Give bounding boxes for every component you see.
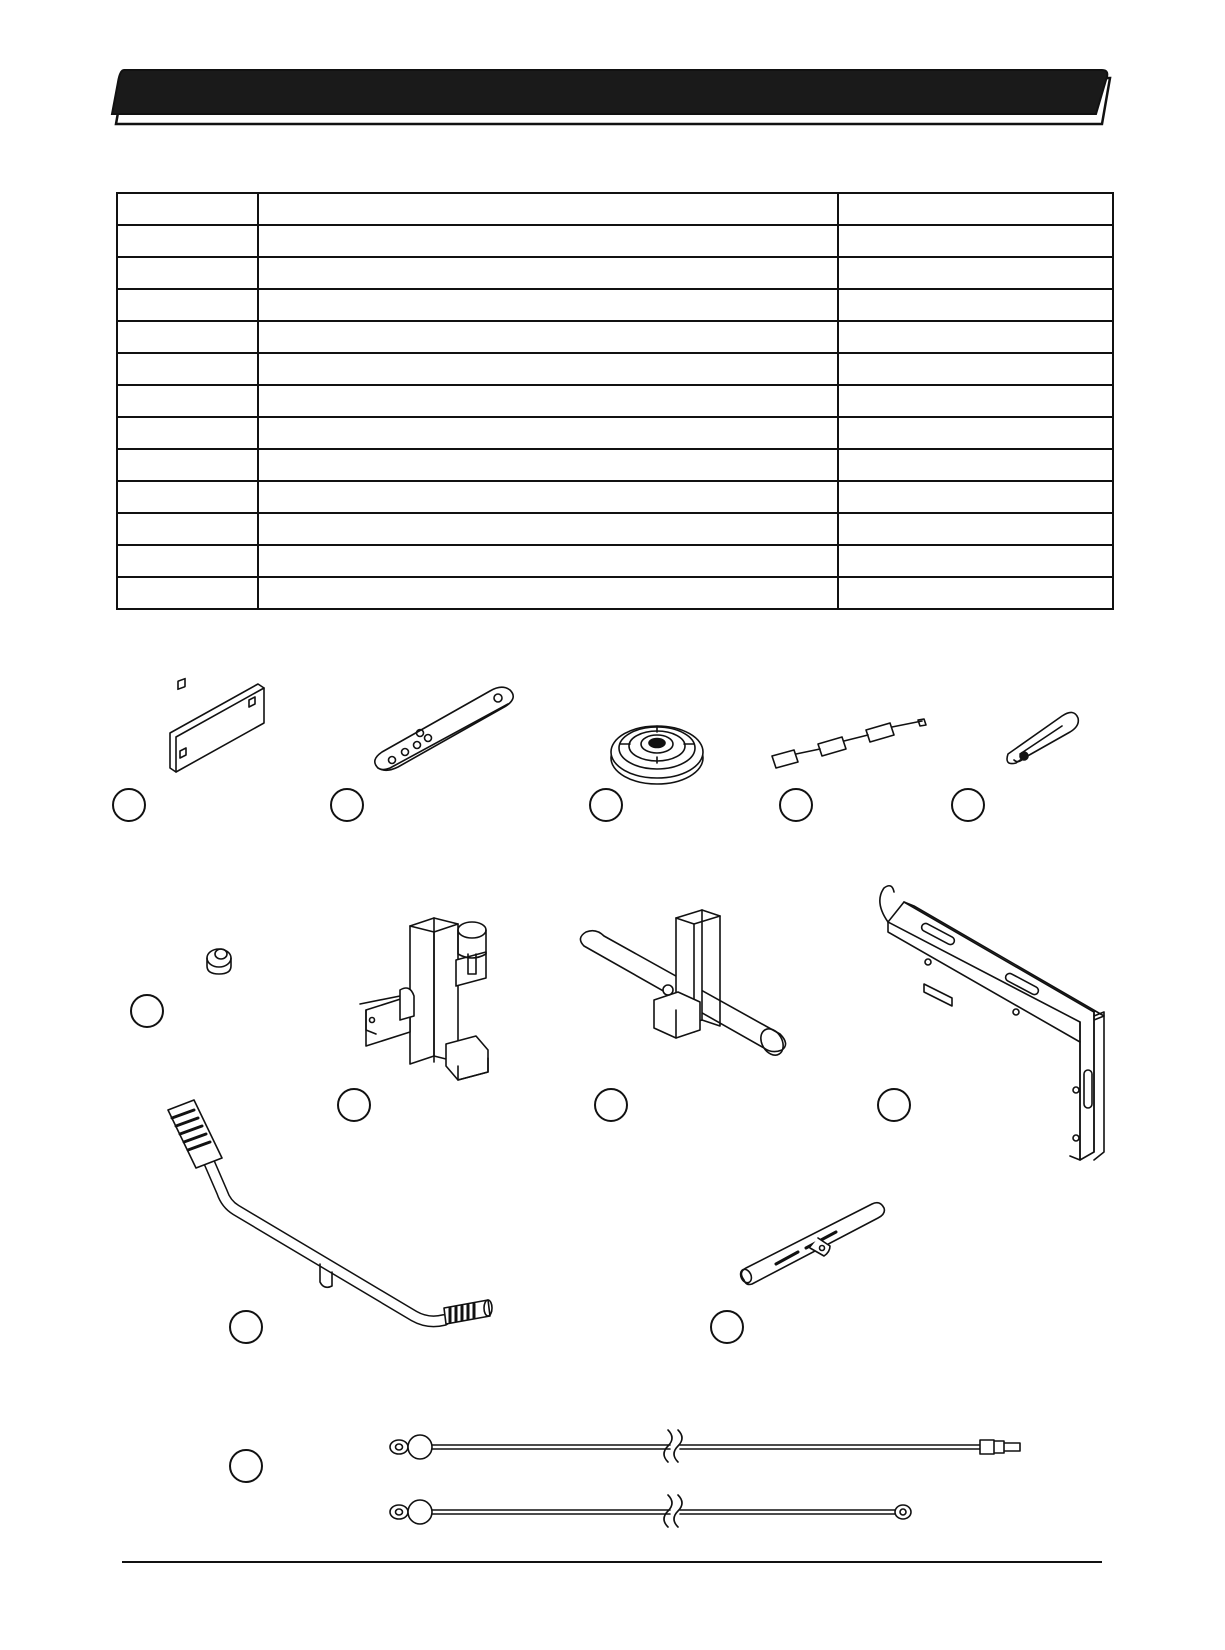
roller-bar-bracket-icon bbox=[580, 910, 787, 1059]
part-callout bbox=[112, 788, 146, 822]
perforated-strap-icon bbox=[375, 687, 513, 770]
tube-bracket-with-knob-icon bbox=[360, 918, 488, 1080]
part-callout bbox=[951, 788, 985, 822]
part-callout bbox=[877, 1088, 911, 1122]
part-callout bbox=[779, 788, 813, 822]
short-handle-bar-icon bbox=[739, 1203, 885, 1285]
part-callout bbox=[337, 1088, 371, 1122]
part-callout bbox=[589, 788, 623, 822]
carabiner-icon bbox=[1007, 712, 1078, 763]
part-callout bbox=[130, 994, 164, 1028]
bent-handle-bar-icon bbox=[168, 1100, 492, 1324]
chain-icon bbox=[772, 719, 926, 768]
footer-rule bbox=[122, 1561, 1102, 1563]
bushing-icon bbox=[207, 949, 231, 974]
cable-assembly-icon bbox=[390, 1430, 1020, 1527]
part-callout bbox=[594, 1088, 628, 1122]
part-callout bbox=[330, 788, 364, 822]
part-callout bbox=[710, 1310, 744, 1344]
part-callout bbox=[229, 1449, 263, 1483]
part-callout bbox=[229, 1310, 263, 1344]
l-frame-bracket-icon bbox=[880, 886, 1104, 1160]
rectangular-plate-icon bbox=[170, 679, 264, 772]
pulley-wheel-icon bbox=[611, 726, 703, 784]
